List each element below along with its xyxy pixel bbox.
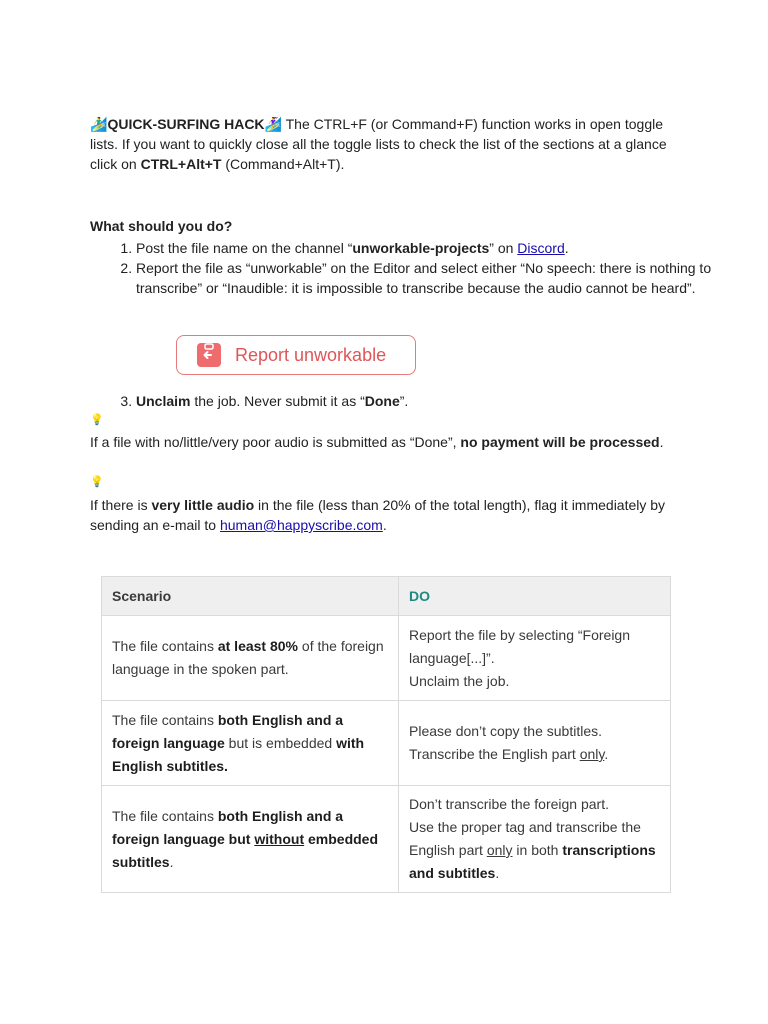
report-button-label: Report unworkable [235,344,387,365]
list-item: 2. Report the file as “unworkable” on the Editor and select either “No speech: there is nothing to transcribe” or “Inaudible: it is impossible to transcribe because the audio cannot be heard”. [136,258,726,298]
scenario-cell: The file contains both English and a foreign language but is embedded with English subtitles. [102,701,399,786]
discord-link[interactable]: Discord [517,240,565,256]
list-item: 1. Post the file name on the channel “unworkable-projects” on Discord. [136,238,726,258]
do-cell: Report the file by selecting “Foreign language[...]”. Unclaim the job. [399,616,671,701]
surfer-icon: 🏄‍♀️ [264,116,282,132]
table-row [102,701,671,786]
header-do: DO [399,577,671,616]
header-scenario: Scenario [102,577,399,616]
lightbulb-icon: 💡 [90,476,104,488]
note-no-payment: If a file with no/little/very poor audio is submitted as “Done”, no payment will be processed. [90,434,664,450]
do-cell: Please don’t copy the subtitles. Transcribe the English part only. [399,701,671,786]
hack-title: QUICK-SURFING HACK [107,116,265,132]
table-row [102,616,671,701]
shortcut-text: CTRL+Alt+T [140,156,222,172]
do-cell: Don’t transcribe the foreign part. Use the proper tag and transcribe the English part only in both transcriptions and subtitles. [399,786,671,893]
section-heading: What should you do? [90,218,233,234]
note-little-audio: If there is very little audio in the file (less than 20% of the total length), flag it immediately by sending an e-mail to human@happyscribe.com. [90,497,666,533]
list-item: 3. Unclaim the job. Never submit it as “Done”. [136,391,726,411]
quick-surfing-hack-paragraph: 🏄‍♂️QUICK-SURFING HACK🏄‍♀️ The CTRL+F (or Command+F) function works in open toggle lists. If you want to quickly close all the toggle lists to check the list of the sections at a glance click on CTRL+Alt+T (Command+Alt+T). [90,116,667,172]
surfer-icon: 🏄‍♂️ [90,116,108,132]
steps-list-continued [90,391,726,411]
report-icon [197,343,221,367]
steps-list [90,238,726,298]
table-row [102,786,671,893]
email-link[interactable]: human@happyscribe.com [219,517,383,533]
lightbulb-icon: 💡 [90,414,104,426]
scenario-cell: The file contains at least 80% of the foreign language in the spoken part. [102,616,399,701]
table-header-row [102,577,671,616]
scenario-table [101,576,671,893]
scenario-cell: The file contains both English and a foreign language but without embedded subtitles. [102,786,399,893]
report-unworkable-button[interactable] [176,335,416,375]
